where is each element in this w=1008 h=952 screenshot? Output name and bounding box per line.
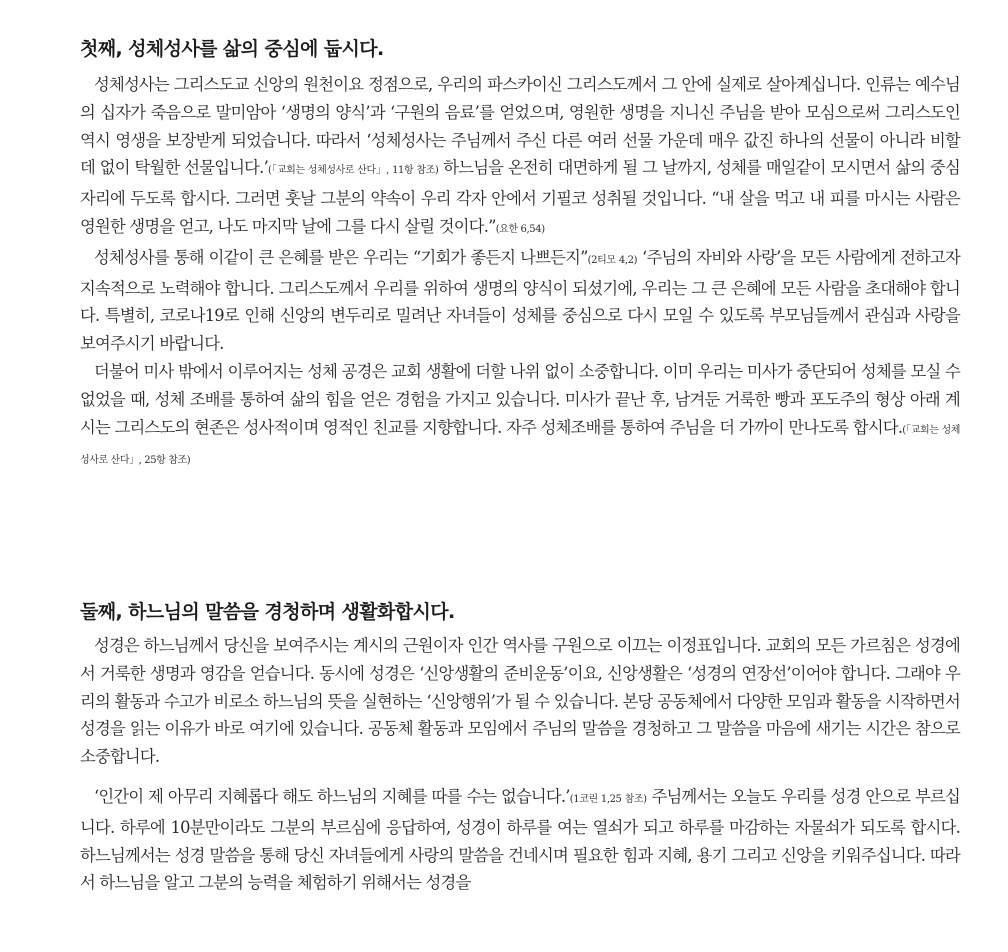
paragraph xyxy=(80,358,960,475)
citation: (「교회는 성체성사로 산다」, 25항 참조) xyxy=(80,424,960,467)
paragraph-text: 성체성사를 통해 이같이 큰 은혜를 받은 우리는 “기회가 좋든지 나쁘든지” xyxy=(94,247,588,267)
paragraph xyxy=(80,244,960,358)
paragraph xyxy=(80,632,960,771)
paragraph-text: ‘인간이 제 아무리 지혜롭다 해도 하느님의 지혜를 따를 수는 없습니다.’ xyxy=(94,786,570,806)
citation: (1코린 1,25 참조) xyxy=(569,793,647,805)
section-heading: 둘째, 하느님의 말씀을 경청하며 생활화합시다. xyxy=(80,601,455,623)
citation: (요한 6,54) xyxy=(495,223,545,235)
section-heading: 첫째, 성체성사를 삶의 중심에 둡시다. xyxy=(80,38,384,60)
paragraph-text: 하느님을 온전히 대면하게 될 그 날까지, 성체를 매일같이 모시면서 삶의 중심자리에 두도록 합시다. 그러면 훗날 그분의 약속이 우리 각자 안에서 기필코 성취될 것입니다. “내 살을 먹고 내 피를 마시는 사람은 영원한 생명을 얻고, 나도 마지막 날에 그를 다시 살릴 것이다.” xyxy=(80,158,960,236)
section-eucharist xyxy=(80,34,960,475)
paragraph-text: ‘주님의 자비와 사랑’을 모든 사람에게 전하고자 지속적으로 노력해야 합니다. 그리스도께서 우리를 위하여 생명의 양식이 되셨기에, 우리는 그 큰 은혜에 모든 사람을 초대해야 합니다. 특별히, 코로나19로 인해 신앙의 변두리로 밀려난 자녀들이 성체를 중심으로 다시 모일 수 있도록 부모님들께서 관심과 사랑을 보여주시기 바랍니다. xyxy=(80,247,960,354)
citation: (「교회는 성체성사로 산다」, 11항 참조) xyxy=(268,165,439,177)
paragraph xyxy=(80,783,960,897)
paragraph-text: 더불어 미사 밖에서 이루어지는 성체 공경은 교회 생활에 더할 나위 없이 소중합니다. 이미 우리는 미사가 중단되어 성체를 모실 수 없었을 때, 성체 조배를 통하여 삶의 힘을 얻은 경험을 가지고 있습니다. 미사가 끝난 후, 남겨둔 거룩한 빵과 포도주의 형상 아래 계시는 그리스도의 현존은 성사적이며 영적인 친교를 지향합니다. 자주 성체조배를 통하여 주님을 더 가까이 만나도록 합시다. xyxy=(80,361,960,437)
paragraph-gap xyxy=(80,771,960,783)
paragraph-text: 성경은 하느님께서 당신을 보여주시는 계시의 근원이자 인간 역사를 구원으로 이끄는 이정표입니다. 교회의 모든 가르침은 성경에서 거룩한 생명과 영감을 얻습니다. 동시에 성경은 ‘신앙생활의 준비운동’이요, 신앙생활은 ‘성경의 연장선’이어야 합니다. 그래야 우리의 활동과 수고가 비로소 하느님의 뜻을 실현하는 ‘신앙행위’가 될 수 있습니다. 본당 공동체에서 다양한 모임과 활동을 시작하면서 성경을 읽는 이유가 바로 여기에 있습니다. 공동체 활동과 모임에서 주님의 말씀을 경청하고 그 말씀을 마음에 새기는 시간은 참으로 소중합니다. xyxy=(80,636,960,767)
paragraph-text: 주님께서는 오늘도 우리를 성경 안으로 부르십니다. 하루에 10분만이라도 그분의 부르심에 응답하여, 성경이 하루를 여는 열쇠가 되고 하루를 마감하는 자물쇠가 되도록 합시다. 하느님께서는 성경 말씀을 통해 당신 자녀들에게 사랑의 말씀을 건네시며 필요한 힘과 지혜, 용기 그리고 신앙을 키워주십니다. 따라서 하느님을 알고 그분의 능력을 체험하기 위해서는 성경을 xyxy=(80,786,960,893)
citation: (2티모 4,2) xyxy=(587,254,638,266)
section-scripture xyxy=(80,597,960,897)
paragraph-text: 성체성사는 그리스도교 신앙의 원천이요 정점으로, 우리의 파스카이신 그리스도께서 그 안에 실제로 살아계십니다. 인류는 예수님의 십자가 죽음으로 말미암아 ‘생명의 양식’과 ‘구원의 음료’를 얻었으며, 영원한 생명을 지니신 주님을 받아 모심으로써 그리스도인 역시 영생을 보장받게 되었습니다. 따라서 ‘성체성사는 주님께서 주신 다른 여러 선물 가운데 매우 값진 하나의 선물이 아니라 비할 데 없이 탁월한 선물입니다.’ xyxy=(80,75,960,178)
paragraph xyxy=(80,71,960,244)
